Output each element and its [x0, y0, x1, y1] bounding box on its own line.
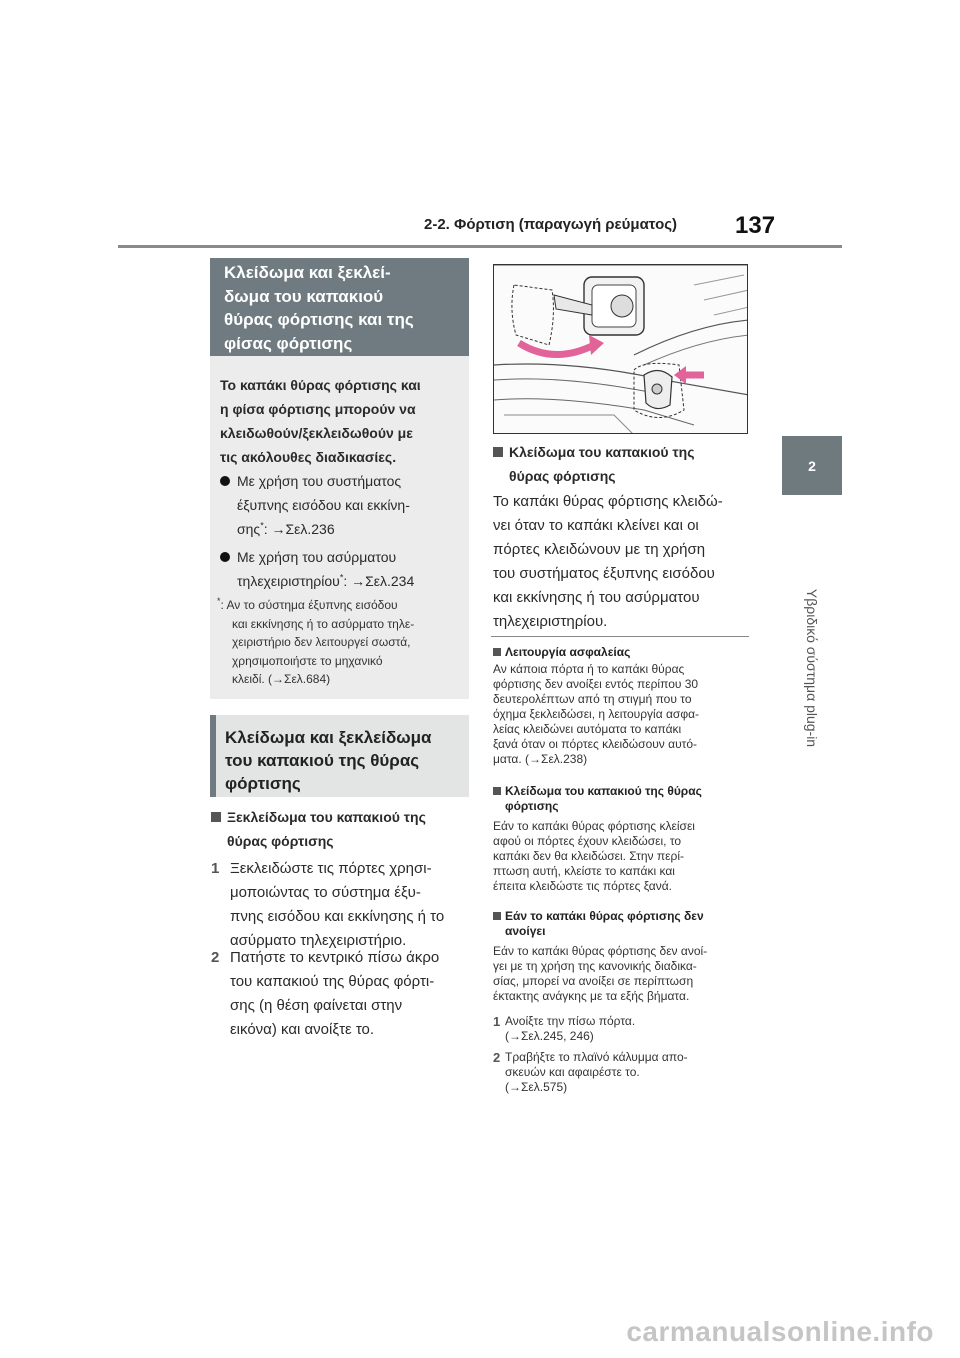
- lock2-heading: Κλείδωμα του καπακιού της θύρας φόρτισης: [493, 784, 702, 814]
- square-bullet-icon: [493, 447, 503, 457]
- square-bullet-icon: [493, 648, 501, 656]
- footnote: *: Αν το σύστημα έξυπνης εισόδου και εκκίνησης ή το ασύρματο τηλε- χειριστήριο δεν λειτουργεί σωστά, χρησιμοποιήστε το μηχανικό κλειδί. (→Σελ.684): [217, 596, 414, 689]
- bullet-dot: [220, 476, 230, 486]
- noopen-step-1: 1 Ανοίξτε την πίσω πόρτα. (→Σελ.245, 246): [493, 1014, 636, 1043]
- unlock-step-2: 2 Πατήστε το κεντρικό πίσω άκρο του καπακιού της θύρας φόρτι- σης (η θέση φαίνεται στην εικόνα) και ανοίξτε το.: [211, 949, 440, 1038]
- chapter-tab: [782, 436, 842, 495]
- lock-heading: Κλείδωμα του καπακιού της θύρας φόρτισης: [493, 440, 695, 488]
- unlock-step-1: 1 Ξεκλειδώστε τις πόρτες χρησι- μοποιώντας το σύστημα έξυ- πνης εισόδου και εκκίνησης ή το ασύρματο τηλεχειριστήριο.: [211, 860, 445, 949]
- page-reference-link: (→Σελ.575): [505, 1080, 568, 1094]
- header-rule: [118, 245, 842, 248]
- unlock-heading: Ξεκλείδωμα του καπακιού της θύρας φόρτισης: [211, 805, 426, 853]
- page-reference-link: κλειδί. (→Σελ.684): [232, 672, 331, 686]
- watermark-text: carmanualsonline.info: [626, 1316, 934, 1347]
- noopen-text: Εάν το καπάκι θύρας φόρτισης δεν ανοί- γει με τη χρήση της κανονικής διαδικα- σίας, μπορεί να ανοίξει σε περίπτωση έκτακτης ανάγκης με τα εξής βήματα.: [493, 944, 708, 1003]
- lock2-text: Εάν το καπάκι θύρας φόρτισης κλείσει αφού οι πόρτες έχουν κλειδώσει, το καπάκι δεν θα κλειδώσει. Στην περί- πτωση αυτή, κλείστε το καπάκι και έπειτα κλειδώστε τις πόρτες ξανά.: [493, 819, 695, 893]
- charging-port-illustration: [493, 264, 748, 434]
- section-header: 2-2. Φόρτιση (παραγωγή ρεύματος): [424, 216, 678, 233]
- noopen-step-2: 2 Τραβήξτε το πλαϊνό κάλυμμα απο- σκευών και αφαιρέστε το. (→Σελ.575): [493, 1050, 688, 1094]
- safety-text: Αν κάποια πόρτα ή το καπάκι θύρας φόρτισης δεν ανοίξει εντός περίπου 30 δευτερολέπτων από τη στιγμή που το όχημα ξεκλειδώσει, η λειτουργία ασφα- λείας κλειδώνει αυτόματα το καπάκι ξανά όταν οι πόρτες κλειδώσουν αυτό- ματα. (→Σελ.238): [493, 662, 700, 766]
- bullet-smart-entry: Με χρήση του συστήματος έξυπνης εισόδου και εκκίνη- σης*: →Σελ.236: [237, 469, 410, 541]
- noopen-heading: Εάν το καπάκι θύρας φόρτισης δεν ανοίγει: [493, 909, 704, 939]
- bullet-remote: Με χρήση του ασύρματου τηλεχειριστηρίου*: →Σελ.234: [237, 545, 414, 593]
- page-number: 137: [735, 212, 776, 239]
- main-section-title: Κλείδωμα και ξεκλεί- δωμα του καπακιού θύρας φόρτισης και της φίσας φόρτισης: [210, 258, 469, 356]
- square-bullet-icon: [211, 812, 221, 822]
- subsection-title: Κλείδωμα και ξεκλείδωμα του καπακιού της θύρας φόρτισης: [210, 715, 469, 797]
- lock-text: Το καπάκι θύρας φόρτισης κλειδώ- νει όταν το καπάκι κλείνει και οι πόρτες κλειδώνουν με τη χρήση του συστήματος έξυπνης εισόδου και εκκίνησης ή του ασύρματου τηλεχειριστηρίου.: [493, 493, 723, 630]
- intro-text: Το καπάκι θύρας φόρτισης και η φίσα φόρτισης μπορούν να κλειδωθούν/ξεκλειδωθούν με τις ακόλουθες διαδικασίες.: [220, 377, 421, 465]
- page-reference-link: (→Σελ.245, 246): [505, 1029, 594, 1043]
- divider: [491, 636, 749, 637]
- charging-port-drawing: [494, 265, 748, 434]
- square-bullet-icon: [493, 912, 501, 920]
- square-bullet-icon: [493, 787, 501, 795]
- bullet-dot: [220, 552, 230, 562]
- safety-heading: Λειτουργία ασφαλείας: [493, 645, 630, 660]
- chapter-number: 2: [808, 457, 816, 474]
